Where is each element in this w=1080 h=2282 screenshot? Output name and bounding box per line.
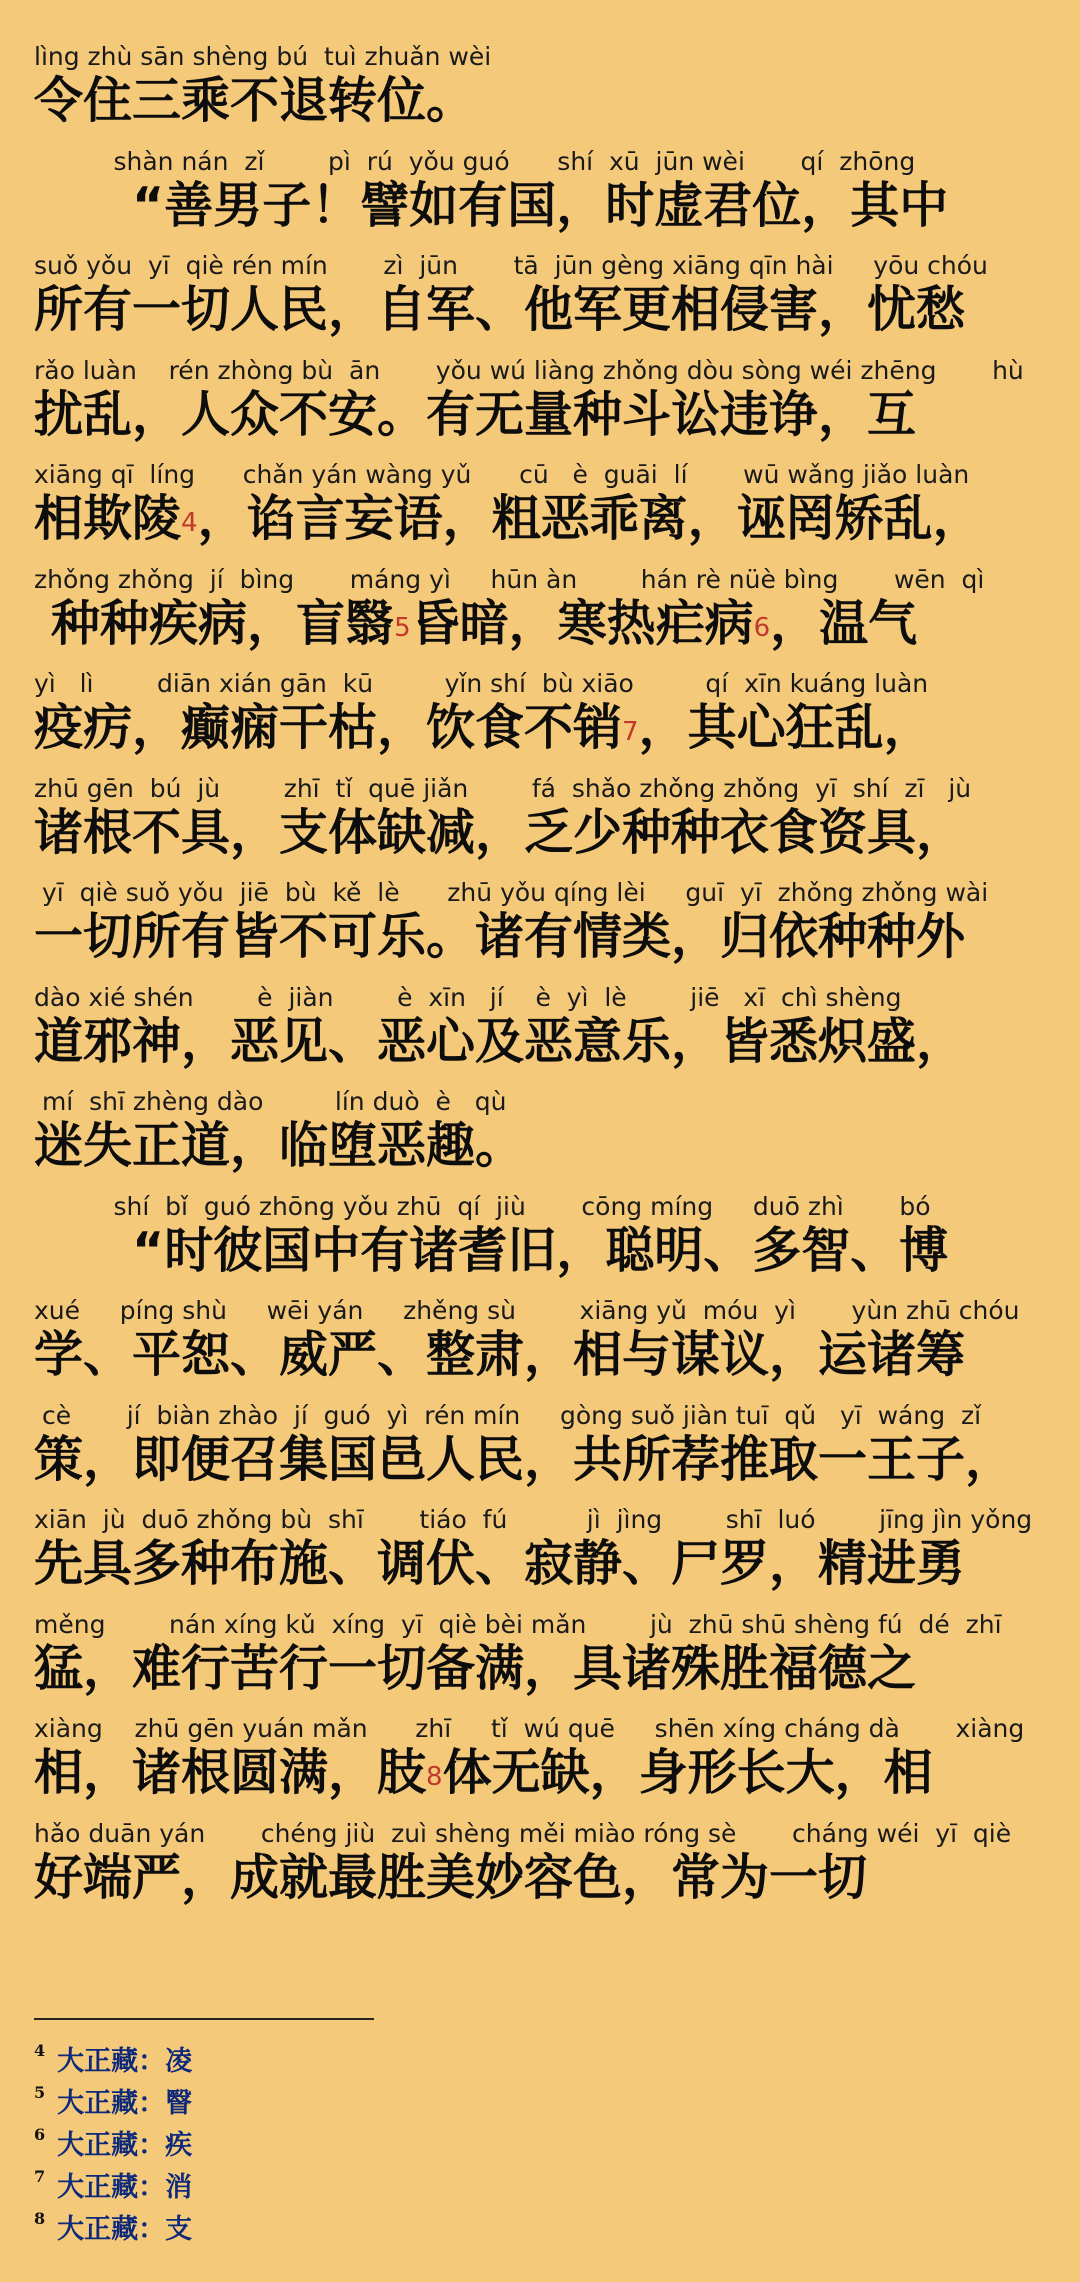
hanzi-line (34, 1013, 1054, 1071)
hanzi-line (34, 804, 1054, 862)
pinyin-line: měng nán xíng kǔ xíng yī qiè bèi mǎn jù zhū shū shèng fú dé zhī (34, 1610, 1002, 1639)
verse-line (34, 356, 1054, 444)
hanzi-text: ，谄言妄语，粗恶乖离，诬罔矫乱， (197, 490, 982, 547)
hanzi-line (34, 177, 1054, 235)
footnote-text: 大正藏：瞖 (57, 2088, 193, 2119)
hanzi-text: 先具多种布施、调伏、寂静、尸罗，精进勇 (34, 1535, 966, 1592)
hanzi-line (34, 72, 1054, 130)
verse-line (34, 1087, 1054, 1175)
hanzi-line (34, 1222, 1054, 1280)
footnote-item (34, 2160, 192, 2202)
footnote-item (34, 2076, 192, 2118)
pinyin-line: rǎo luàn rén zhòng bù ān yǒu wú liàng zhǒng dòu sòng wéi zhēng hù (34, 356, 1024, 385)
hanzi-line (34, 1326, 1054, 1384)
hanzi-line (34, 908, 1054, 966)
pinyin-line: shàn nán zǐ pì rú yǒu guó shí xū jūn wèi qí zhōng (34, 147, 916, 176)
hanzi-text: 体无缺，身形长大，相 (442, 1744, 933, 1801)
verse-line (34, 878, 1054, 966)
pinyin-line: mí shī zhèng dào lín duò è qù (34, 1087, 507, 1116)
footnote-number: 8 (34, 2209, 46, 2228)
verse-line (34, 1610, 1054, 1698)
hanzi-text: 一切所有皆不可乐。诸有情类，归依种种外 (34, 908, 966, 965)
footnote-text: 大正藏：疾 (57, 2130, 193, 2161)
hanzi-text: 策，即便召集国邑人民，共所荐推取一王子， (34, 1431, 1015, 1488)
pinyin-line: xué píng shù wēi yán zhěng sù xiāng yǔ móu yì yùn zhū chóu (34, 1296, 1020, 1325)
footnote-text: 大正藏：支 (57, 2214, 193, 2245)
pinyin-line: dào xié shén è jiàn è xīn jí è yì lè jiē xī chì shèng (34, 983, 902, 1012)
hanzi-text: “善男子！譬如有国，时虚君位，其中 (34, 177, 949, 234)
pinyin-line: lìng zhù sān shèng bú tuì zhuǎn wèi (34, 42, 492, 71)
footnote-text: 大正藏：消 (57, 2172, 193, 2203)
hanzi-line (34, 595, 1054, 653)
pinyin-line: xiāng qī líng chǎn yán wàng yǔ cū è guāi lí wū wǎng jiǎo luàn (34, 460, 970, 489)
hanzi-text: 相，诸根圆满，肢 (34, 1744, 427, 1801)
hanzi-text: 猛，难行苦行一切备满，具诸殊胜福德之 (34, 1640, 917, 1697)
verse-line (34, 1819, 1054, 1907)
footnote-marker[interactable]: 7 (622, 717, 639, 747)
pinyin-line: suǒ yǒu yī qiè rén mín zì jūn tā jūn gèng xiāng qīn hài yōu chóu (34, 251, 988, 280)
pinyin-line: zhǒng zhǒng jí bìng máng yì hūn àn hán rè nüè bìng wēn qì (34, 565, 985, 594)
hanzi-line (34, 1744, 1054, 1802)
pinyin-line: cè jí biàn zhào jí guó yì rén mín gòng suǒ jiàn tuī qǔ yī wáng zǐ (34, 1401, 982, 1430)
hanzi-line (34, 1535, 1054, 1593)
footnote-divider (34, 2018, 374, 2020)
footnote-number: 4 (34, 2041, 46, 2060)
hanzi-text: ，温气 (770, 595, 918, 652)
footnote-item (34, 2034, 192, 2076)
verse-line (34, 1192, 1054, 1280)
hanzi-text: 扰乱，人众不安。有无量种斗讼违诤，互 (34, 386, 917, 443)
footnote-marker[interactable]: 5 (394, 613, 411, 643)
footnote-marker[interactable]: 4 (181, 508, 198, 538)
pinyin-line: zhū gēn bú jù zhī tǐ quē jiǎn fá shǎo zhǒng zhǒng yī shí zī jù (34, 774, 972, 803)
verse-line (34, 565, 1054, 653)
hanzi-text: “时彼国中有诸耆旧，聪明、多智、博 (34, 1222, 949, 1279)
verse-line (34, 251, 1054, 339)
verse-line (34, 1505, 1054, 1593)
hanzi-line (34, 1431, 1054, 1489)
hanzi-line (34, 1849, 1054, 1907)
footnote-item (34, 2118, 192, 2160)
footnotes (34, 2034, 192, 2244)
footnote-marker[interactable]: 8 (426, 1762, 443, 1792)
hanzi-line (34, 281, 1054, 339)
hanzi-text: 所有一切人民，自军、他军更相侵害，忧愁 (34, 281, 966, 338)
footnote-number: 7 (34, 2167, 46, 2186)
hanzi-line (34, 1117, 1054, 1175)
hanzi-text: 疫疠，癫痫干枯，饮食不销 (34, 699, 623, 756)
hanzi-text: 令住三乘不退转位。 (34, 72, 476, 129)
pinyin-line: yī qiè suǒ yǒu jiē bù kě lè zhū yǒu qíng lèi guī yī zhǒng zhǒng wài (34, 878, 989, 907)
pinyin-line: xiān jù duō zhǒng bù shī tiáo fú jì jìng shī luó jīng jìn yǒng (34, 1505, 1033, 1534)
verse-line (34, 669, 1054, 757)
verse-line (34, 1714, 1054, 1802)
hanzi-text: 好端严，成就最胜美妙容色，常为一切 (34, 1849, 868, 1906)
hanzi-line (34, 490, 1054, 548)
footnote-item (34, 2202, 192, 2244)
verse-line (34, 983, 1054, 1071)
footnote-number: 5 (34, 2083, 46, 2102)
hanzi-text: ，其心狂乱， (638, 699, 933, 756)
hanzi-line (34, 1640, 1054, 1698)
pinyin-line: xiàng zhū gēn yuán mǎn zhī tǐ wú quē shēn xíng cháng dà xiàng (34, 1714, 1025, 1743)
pinyin-line: hǎo duān yán chéng jiù zuì shèng měi miào róng sè cháng wéi yī qiè (34, 1819, 1012, 1848)
hanzi-text: 种种疾病，盲翳 (34, 595, 395, 652)
verse-line (34, 460, 1054, 548)
verse-line (34, 1401, 1054, 1489)
pinyin-line: shí bǐ guó zhōng yǒu zhū qí jiù cōng míng duō zhì bó (34, 1192, 931, 1221)
hanzi-text: 昏暗，寒热疟病 (410, 595, 754, 652)
verse-line (34, 42, 1054, 130)
verse-line (34, 147, 1054, 235)
pinyin-line: yì lì diān xián gān kū yǐn shí bù xiāo qí xīn kuáng luàn (34, 669, 929, 698)
hanzi-line (34, 699, 1054, 757)
hanzi-line (34, 386, 1054, 444)
footnote-text: 大正藏：凌 (57, 2046, 193, 2077)
hanzi-text: 道邪神，恶见、恶心及恶意乐，皆悉炽盛， (34, 1013, 966, 1070)
hanzi-text: 学、平恕、威严、整肃，相与谋议，运诸筹 (34, 1326, 966, 1383)
hanzi-text: 迷失正道，临堕恶趣。 (34, 1117, 525, 1174)
verse-line (34, 1296, 1054, 1384)
footnote-marker[interactable]: 6 (753, 613, 771, 643)
footnote-number: 6 (34, 2125, 46, 2144)
hanzi-text: 诸根不具，支体缺减，乏少种种衣食资具， (34, 804, 966, 861)
verse-line (34, 774, 1054, 862)
hanzi-text: 相欺陵 (34, 490, 182, 547)
